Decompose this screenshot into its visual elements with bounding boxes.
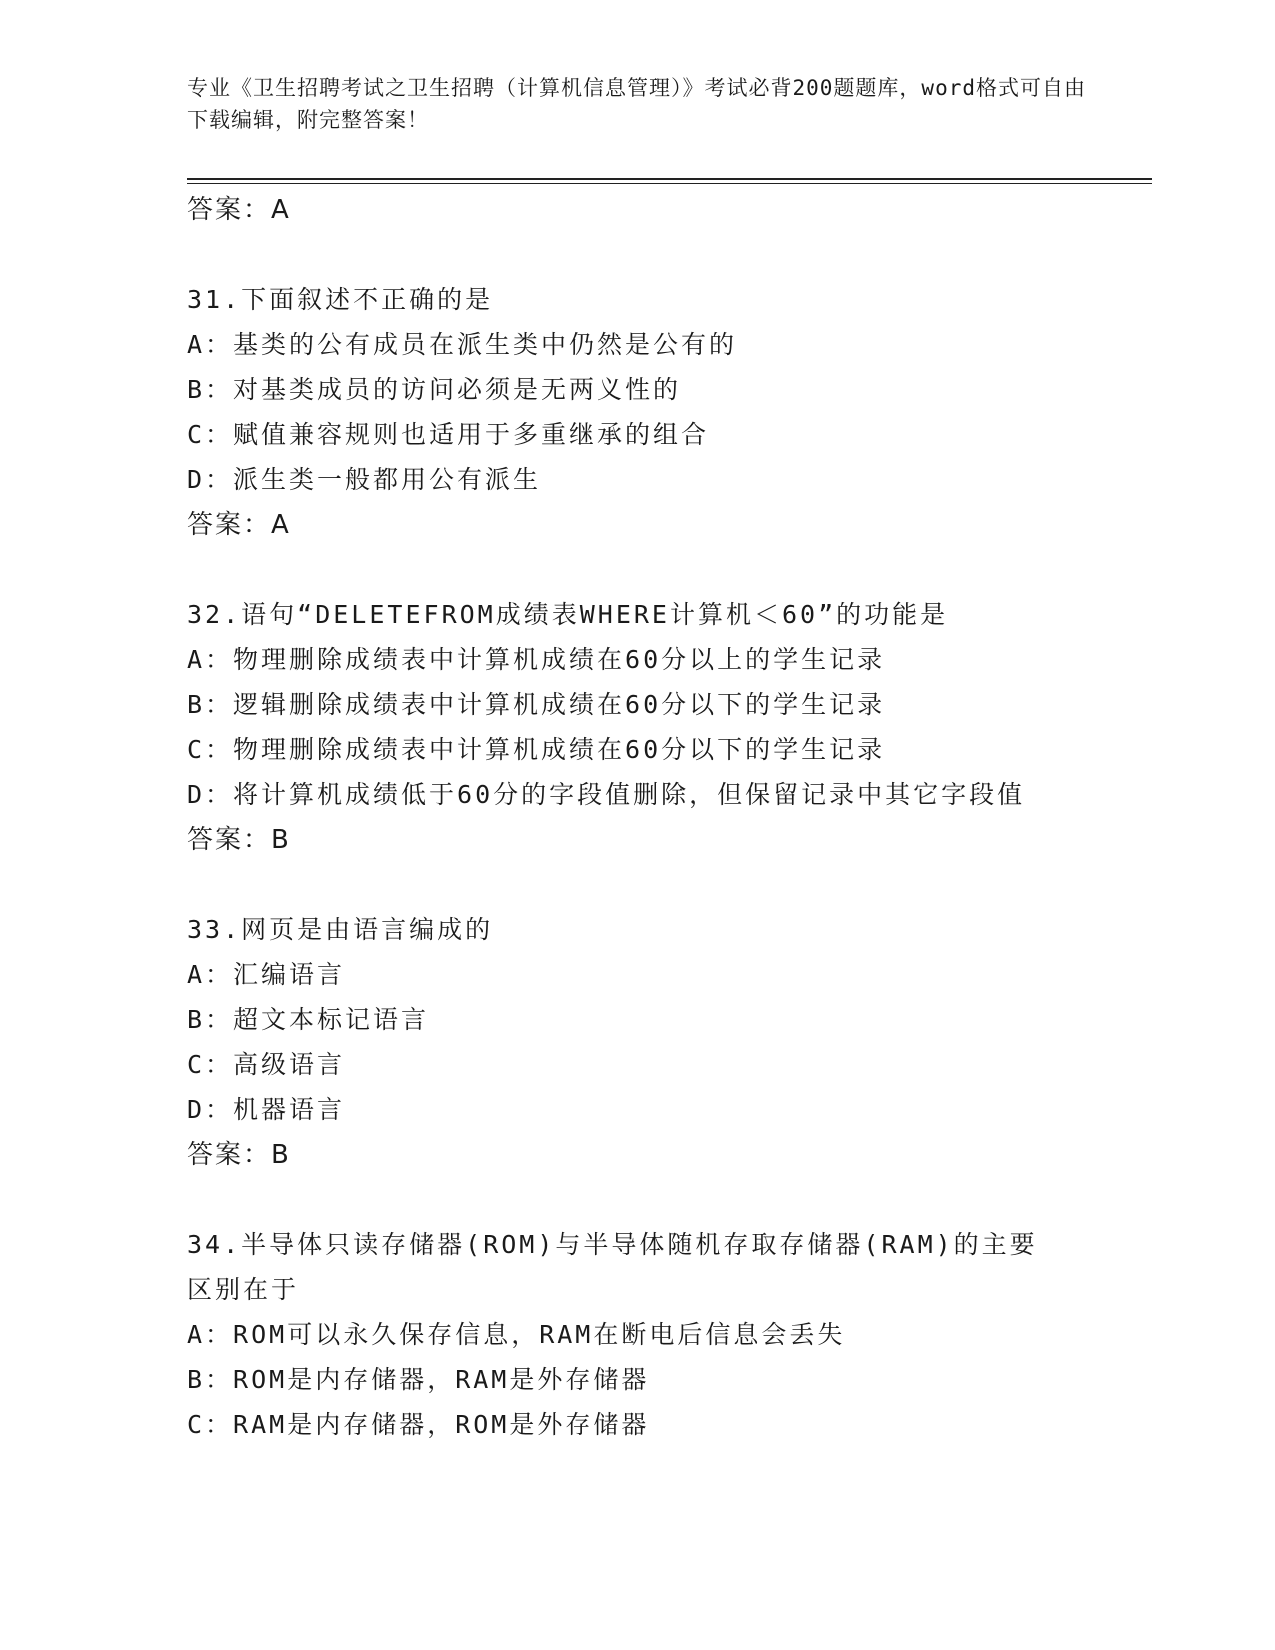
option-c: C：RAM是内存储器，ROM是外存储器 <box>187 1410 650 1439</box>
option-d: D：派生类一般都用公有派生 <box>187 465 542 494</box>
option-a: A：基类的公有成员在派生类中仍然是公有的 <box>187 330 738 359</box>
option-a: A：汇编语言 <box>187 960 346 989</box>
option-d: D：将计算机成绩低于60分的字段值删除，但保留记录中其它字段值 <box>187 780 1026 809</box>
option-a: A：ROM可以永久保存信息，RAM在断电后信息会丢失 <box>187 1320 846 1349</box>
question-stem: 34.半导体只读存储器(ROM)与半导体随机存取存储器(RAM)的主要区别在于 <box>187 1230 1038 1304</box>
option-b: B：对基类成员的访问必须是无两义性的 <box>187 375 682 404</box>
question-34 <box>187 1222 1147 1447</box>
option-b: B：超文本标记语言 <box>187 1005 430 1034</box>
option-c: C：高级语言 <box>187 1050 346 1079</box>
option-d: D：机器语言 <box>187 1095 346 1124</box>
option-c: C：物理删除成绩表中计算机成绩在60分以下的学生记录 <box>187 735 886 764</box>
answer: 答案：B <box>187 825 291 855</box>
answer-30: 答案：A <box>187 195 291 225</box>
option-c: C：赋值兼容规则也适用于多重继承的组合 <box>187 420 710 449</box>
document-header: 专业《卫生招聘考试之卫生招聘（计算机信息管理）》考试必背200题题库，word格式可自由下载编辑，附完整答案！ <box>187 76 1086 132</box>
answer: 答案：A <box>187 510 291 540</box>
question-31 <box>187 277 1147 549</box>
option-b: B：逻辑删除成绩表中计算机成绩在60分以下的学生记录 <box>187 690 886 719</box>
answer: 答案：B <box>187 1140 291 1170</box>
header-rule-thick <box>187 178 1152 180</box>
question-33 <box>187 907 1147 1179</box>
question-list <box>187 187 1147 1447</box>
question-stem: 32.语句“DELETEFROM成绩表WHERE计算机＜60”的功能是 <box>187 600 949 629</box>
question-stem: 33.网页是由语言编成的 <box>187 915 494 944</box>
question-stem: 31.下面叙述不正确的是 <box>187 285 494 314</box>
question-32 <box>187 592 1147 864</box>
option-b: B：ROM是内存储器，RAM是外存储器 <box>187 1365 650 1394</box>
header-rule-thin <box>187 183 1152 184</box>
option-a: A：物理删除成绩表中计算机成绩在60分以上的学生记录 <box>187 645 886 674</box>
